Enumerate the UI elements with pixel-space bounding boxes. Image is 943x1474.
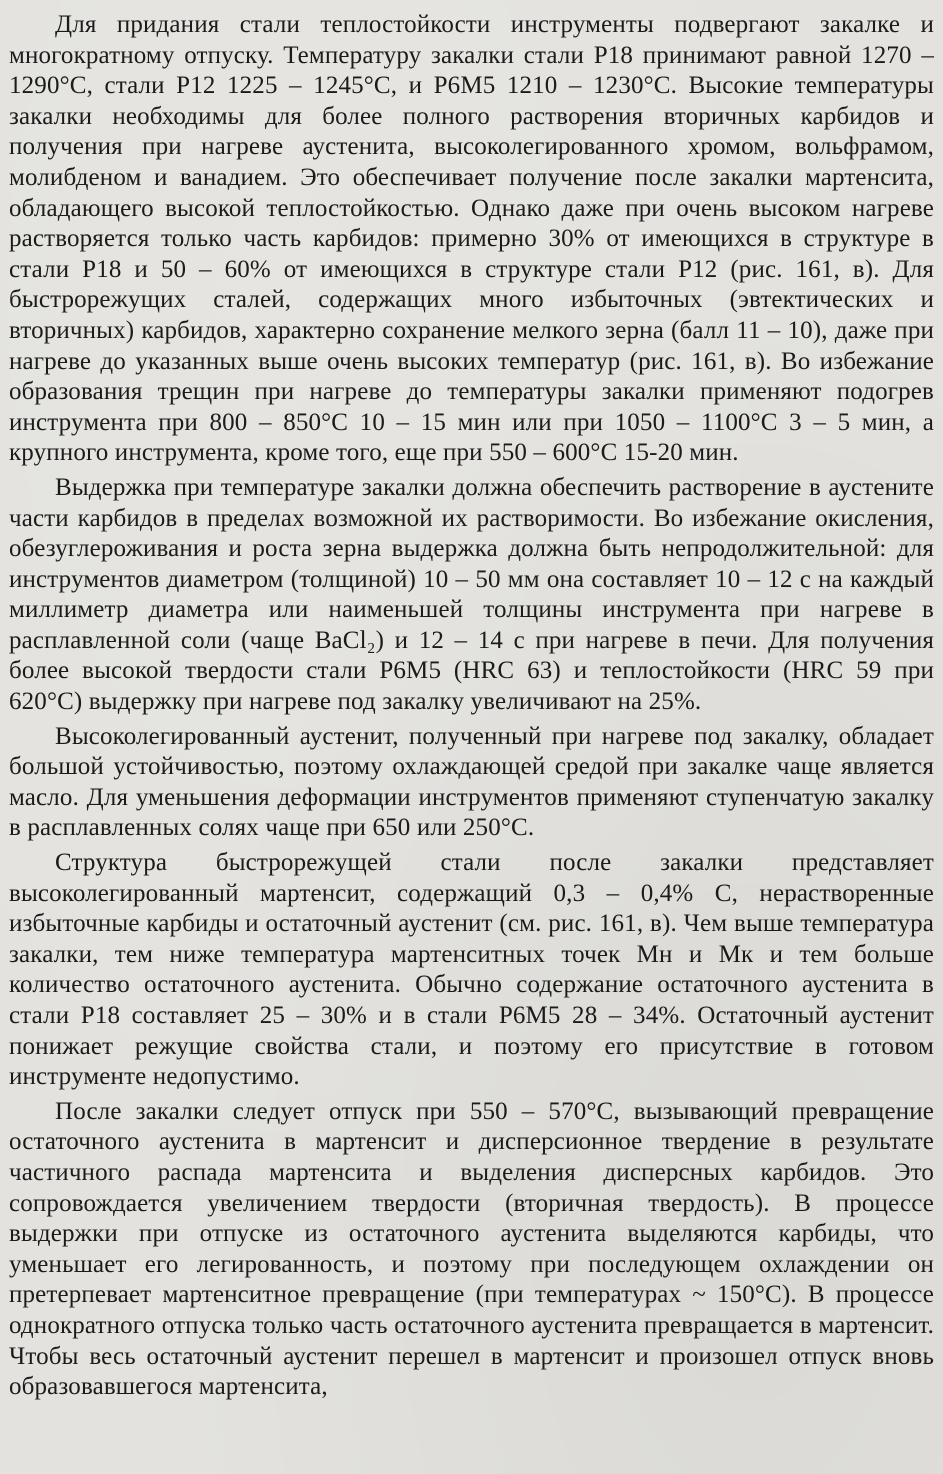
paragraph-structure-after-hardening: Структура быстрорежущей стали после закалки представляет высоколегированный мартенсит, содержащий 0,3 – 0,4% С, нерастворенные избыточные карбиды и остаточный аустенит (см. рис. 161, в). Чем выше температура закалки, тем ниже температура мартенситных точек Мн и Мк и тем больше количество остаточного аустенита. Обычно содержание остаточного аустенита в стали Р18 составляет 25 – 30% и в стали Р6М5 28 – 34%. Остаточный аустенит понижает режущие свойства стали, и поэтому его присутствие в готовом инструменте недопустимо.: [9, 849, 934, 1091]
paragraph-holding-time: Выдержка при температуре закалки должна обеспечить растворение в аустените части карбидов в пределах возможной их растворимости. Во избежание окисления, обезуглероживания и роста зерна выдержка должна быть непродолжительной: для инструментов диаметром (толщиной) 10 – 50 мм она составляет 10 – 12 с на каждый миллиметр диаметра или наименьшей толщины инструмента при нагреве в расплавленной соли (чаще BaCl₂) и 12 – 14 с при нагреве в печи. Для получения более высокой твердости стали Р6М5 (HRC 63) и теплостойкости (HRC 59 при 620°С) выдержку при нагреве под закалку увеличивают на 25%.: [9, 473, 934, 716]
paragraph-tempering: После закалки следует отпуск при 550 – 570°С, вызывающий превращение остаточного аустенита в мартенсит и дисперсионное твердение в результате частичного распада мартенсита и выделения дисперсных карбидов. Это сопровождается увеличением твердости (вторичная твердость). В процессе выдержки при отпуске из остаточного аустенита выделяются карбиды, что уменьшает его легированность, и поэтому при последующем охлаждении он претерпевает мартенситное превращение (при температурах ~ 150°С). В процессе однократного отпуска только часть остаточного аустенита превращается в мартенсит. Чтобы весь остаточный аустенит перешел в мартенсит и произошел отпуск вновь образовавшегося мартенсита,: [9, 1097, 934, 1401]
paragraph-hardening-temperature: Для придания стали теплостойкости инструменты подвергают закалке и многократному отпуску. Температуру закалки стали Р18 принимают равной 1270 – 1290°С, стали Р12 1225 – 1245°С, и Р6М5 1210 – 1230°С. Высокие температуры закалки необходимы для более полного растворения вторичных карбидов и получения при нагреве аустенита, высоколегированного хромом, вольфрамом, молибденом и ванадием. Это обеспечивает получение после закалки мартенсита, обладающего высокой теплостойкостью. Однако даже при очень высоком нагреве растворяется только часть карбидов: примерно 30% от имеющихся в структуре в стали Р18 и 50 – 60% от имеющихся в структуре стали Р12 (рис. 161, в). Для быстрорежущих сталей, содержащих много избыточных (эвтектических и вторичных) карбидов, характерно сохранение мелкого зерна (балл 11 – 10), даже при нагреве до указанных выше очень высоких температур (рис. 161, в). Во избежание образования трещин при нагреве до температуры закалки применяют подогрев инструмента при 800 – 850°С 10 – 15 мин или при 1050 – 1100°С 3 – 5 мин, а крупного инструмента, кроме того, еще при 550 – 600°С 15-20 мин.: [9, 11, 934, 467]
paragraph-cooling-medium: Высоколегированный аустенит, полученный при нагреве под закалку, обладает большой устойчивостью, поэтому охлаждающей средой при закалке чаще является масло. Для уменьшения деформации инструментов применяют ступенчатую закалку в расплавленных солях чаще при 650 или 250°С.: [9, 722, 934, 842]
